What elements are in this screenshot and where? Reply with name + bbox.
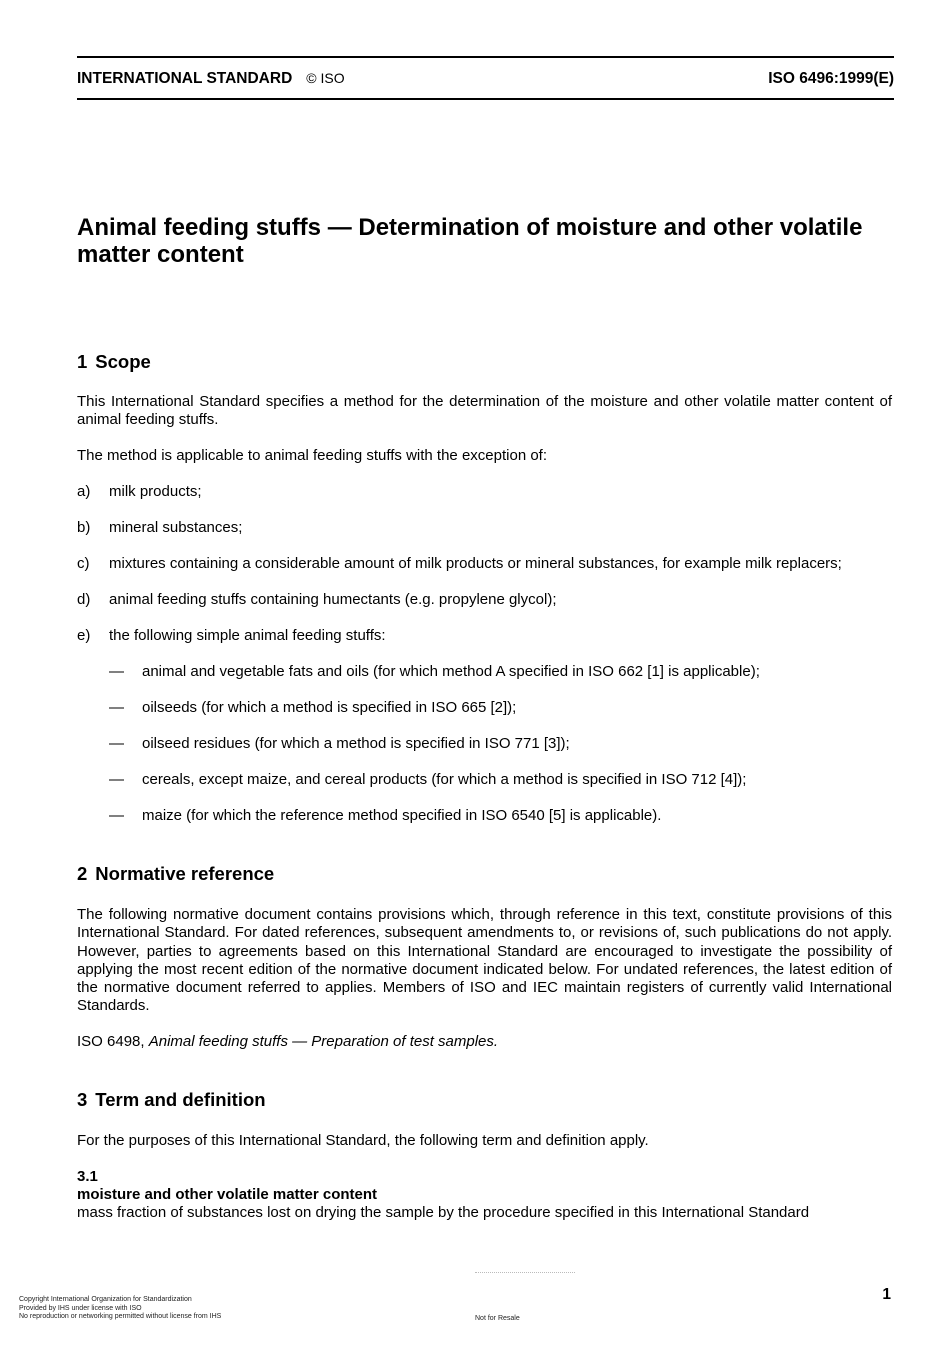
footer-copyright-notice <box>19 1296 221 1322</box>
header-standard-type <box>77 70 345 88</box>
sub-list-item <box>109 771 746 788</box>
footer-not-for-resale: Not for Resale <box>475 1315 520 1322</box>
sub-list-item-text: animal and vegetable fats and oils (for which method A specified in ISO 662 [1] is applicable); <box>142 663 760 680</box>
section-3-title: Term and definition <box>95 1089 266 1110</box>
sub-list-item-text: maize (for which the reference method specified in ISO 6540 [5] is applicable). <box>142 807 662 824</box>
list-item-label: d) <box>77 591 91 608</box>
normative-reference-entry <box>77 1033 892 1051</box>
list-item-text: mineral substances; <box>109 519 243 536</box>
list-item-text: the following simple animal feeding stuffs: <box>109 627 386 644</box>
section-3-heading <box>77 1089 266 1111</box>
dash-mark: — <box>109 771 124 788</box>
section-1-number: 1 <box>77 351 88 372</box>
dash-mark: — <box>109 807 124 824</box>
scope-paragraph-1: This International Standard specifies a method for the determination of the moisture and other volatile matter content of animal feeding stuffs. <box>77 393 892 429</box>
terms-paragraph: For the purposes of this International Standard, the following term and definition apply. <box>77 1132 649 1149</box>
scope-paragraph-2: The method is applicable to animal feeding stuffs with the exception of: <box>77 447 548 464</box>
definition-text: mass fraction of substances lost on drying the sample by the procedure specified in this International Standard <box>77 1204 810 1221</box>
reference-code: ISO 6498, <box>77 1033 145 1050</box>
header-copyright: © ISO <box>306 70 345 86</box>
dash-mark: — <box>109 663 124 680</box>
sub-list-item <box>109 663 760 680</box>
header-left-text: INTERNATIONAL STANDARD <box>77 70 293 87</box>
sub-list-item <box>109 699 516 716</box>
dash-mark: — <box>109 735 124 752</box>
sub-list-item <box>109 735 570 752</box>
normative-reference-paragraph: The following normative document contains provisions which, through reference in this text, constitute provisions of this International Standard. For dated references, subsequent amendments to, or revisions of, such publications do not apply. However, parties to agreements based on this International Standard are encouraged to investigate the possibility of applying the most recent edition of the normative document indicated below. For undated references, the latest edition of the normative document referred to applies. Members of ISO and IEC maintain registers of currently valid International Standards. <box>77 906 892 1015</box>
list-item <box>77 483 202 500</box>
list-item <box>77 627 386 644</box>
footer-line-2: Provided by IHS under license with ISO <box>19 1304 142 1312</box>
reference-title: Animal feeding stuffs — Preparation of test samples. <box>148 1033 499 1050</box>
list-item-text: animal feeding stuffs containing humectants (e.g. propylene glycol); <box>109 591 557 608</box>
list-item-label: c) <box>77 555 90 572</box>
list-item-label: e) <box>77 627 91 644</box>
sub-list-item-text: oilseed residues (for which a method is specified in ISO 771 [3]); <box>142 735 570 752</box>
section-2-heading <box>77 863 274 885</box>
section-1-heading <box>77 351 151 373</box>
section-3-number: 3 <box>77 1089 88 1110</box>
definition-term: moisture and other volatile matter content <box>77 1186 378 1203</box>
footer-line-3: No reproduction or networking permitted without license from IHS <box>19 1313 222 1320</box>
running-header <box>77 56 894 100</box>
list-item-text: milk products; <box>109 483 202 500</box>
section-1-title: Scope <box>95 351 151 372</box>
sub-list-item-text: oilseeds (for which a method is specified in ISO 665 [2]); <box>142 699 517 716</box>
header-standard-number: ISO 6496:1999(E) <box>768 70 894 87</box>
list-item <box>77 519 242 536</box>
definition-number: 3.1 <box>77 1168 98 1185</box>
sub-list-item <box>109 807 661 824</box>
list-item <box>77 591 556 608</box>
dash-mark: — <box>109 699 124 716</box>
section-2-number: 2 <box>77 863 88 884</box>
list-item-label: a) <box>77 483 91 500</box>
footer-line-1: Copyright International Organization for Standardization <box>19 1296 192 1303</box>
list-item <box>77 555 842 572</box>
footer-divider <box>475 1272 575 1273</box>
list-item-label: b) <box>77 519 91 536</box>
list-item-text: mixtures containing a considerable amount of milk products or mineral substances, for example milk replacers; <box>109 555 842 572</box>
page-number: 1 <box>882 1286 891 1303</box>
sub-list-item-text: cereals, except maize, and cereal products (for which a method is specified in ISO 712 [4]); <box>142 771 747 788</box>
section-2-title: Normative reference <box>95 863 275 884</box>
document-title: Animal feeding stuffs — Determination of moisture and other volatile matter content <box>77 214 863 268</box>
